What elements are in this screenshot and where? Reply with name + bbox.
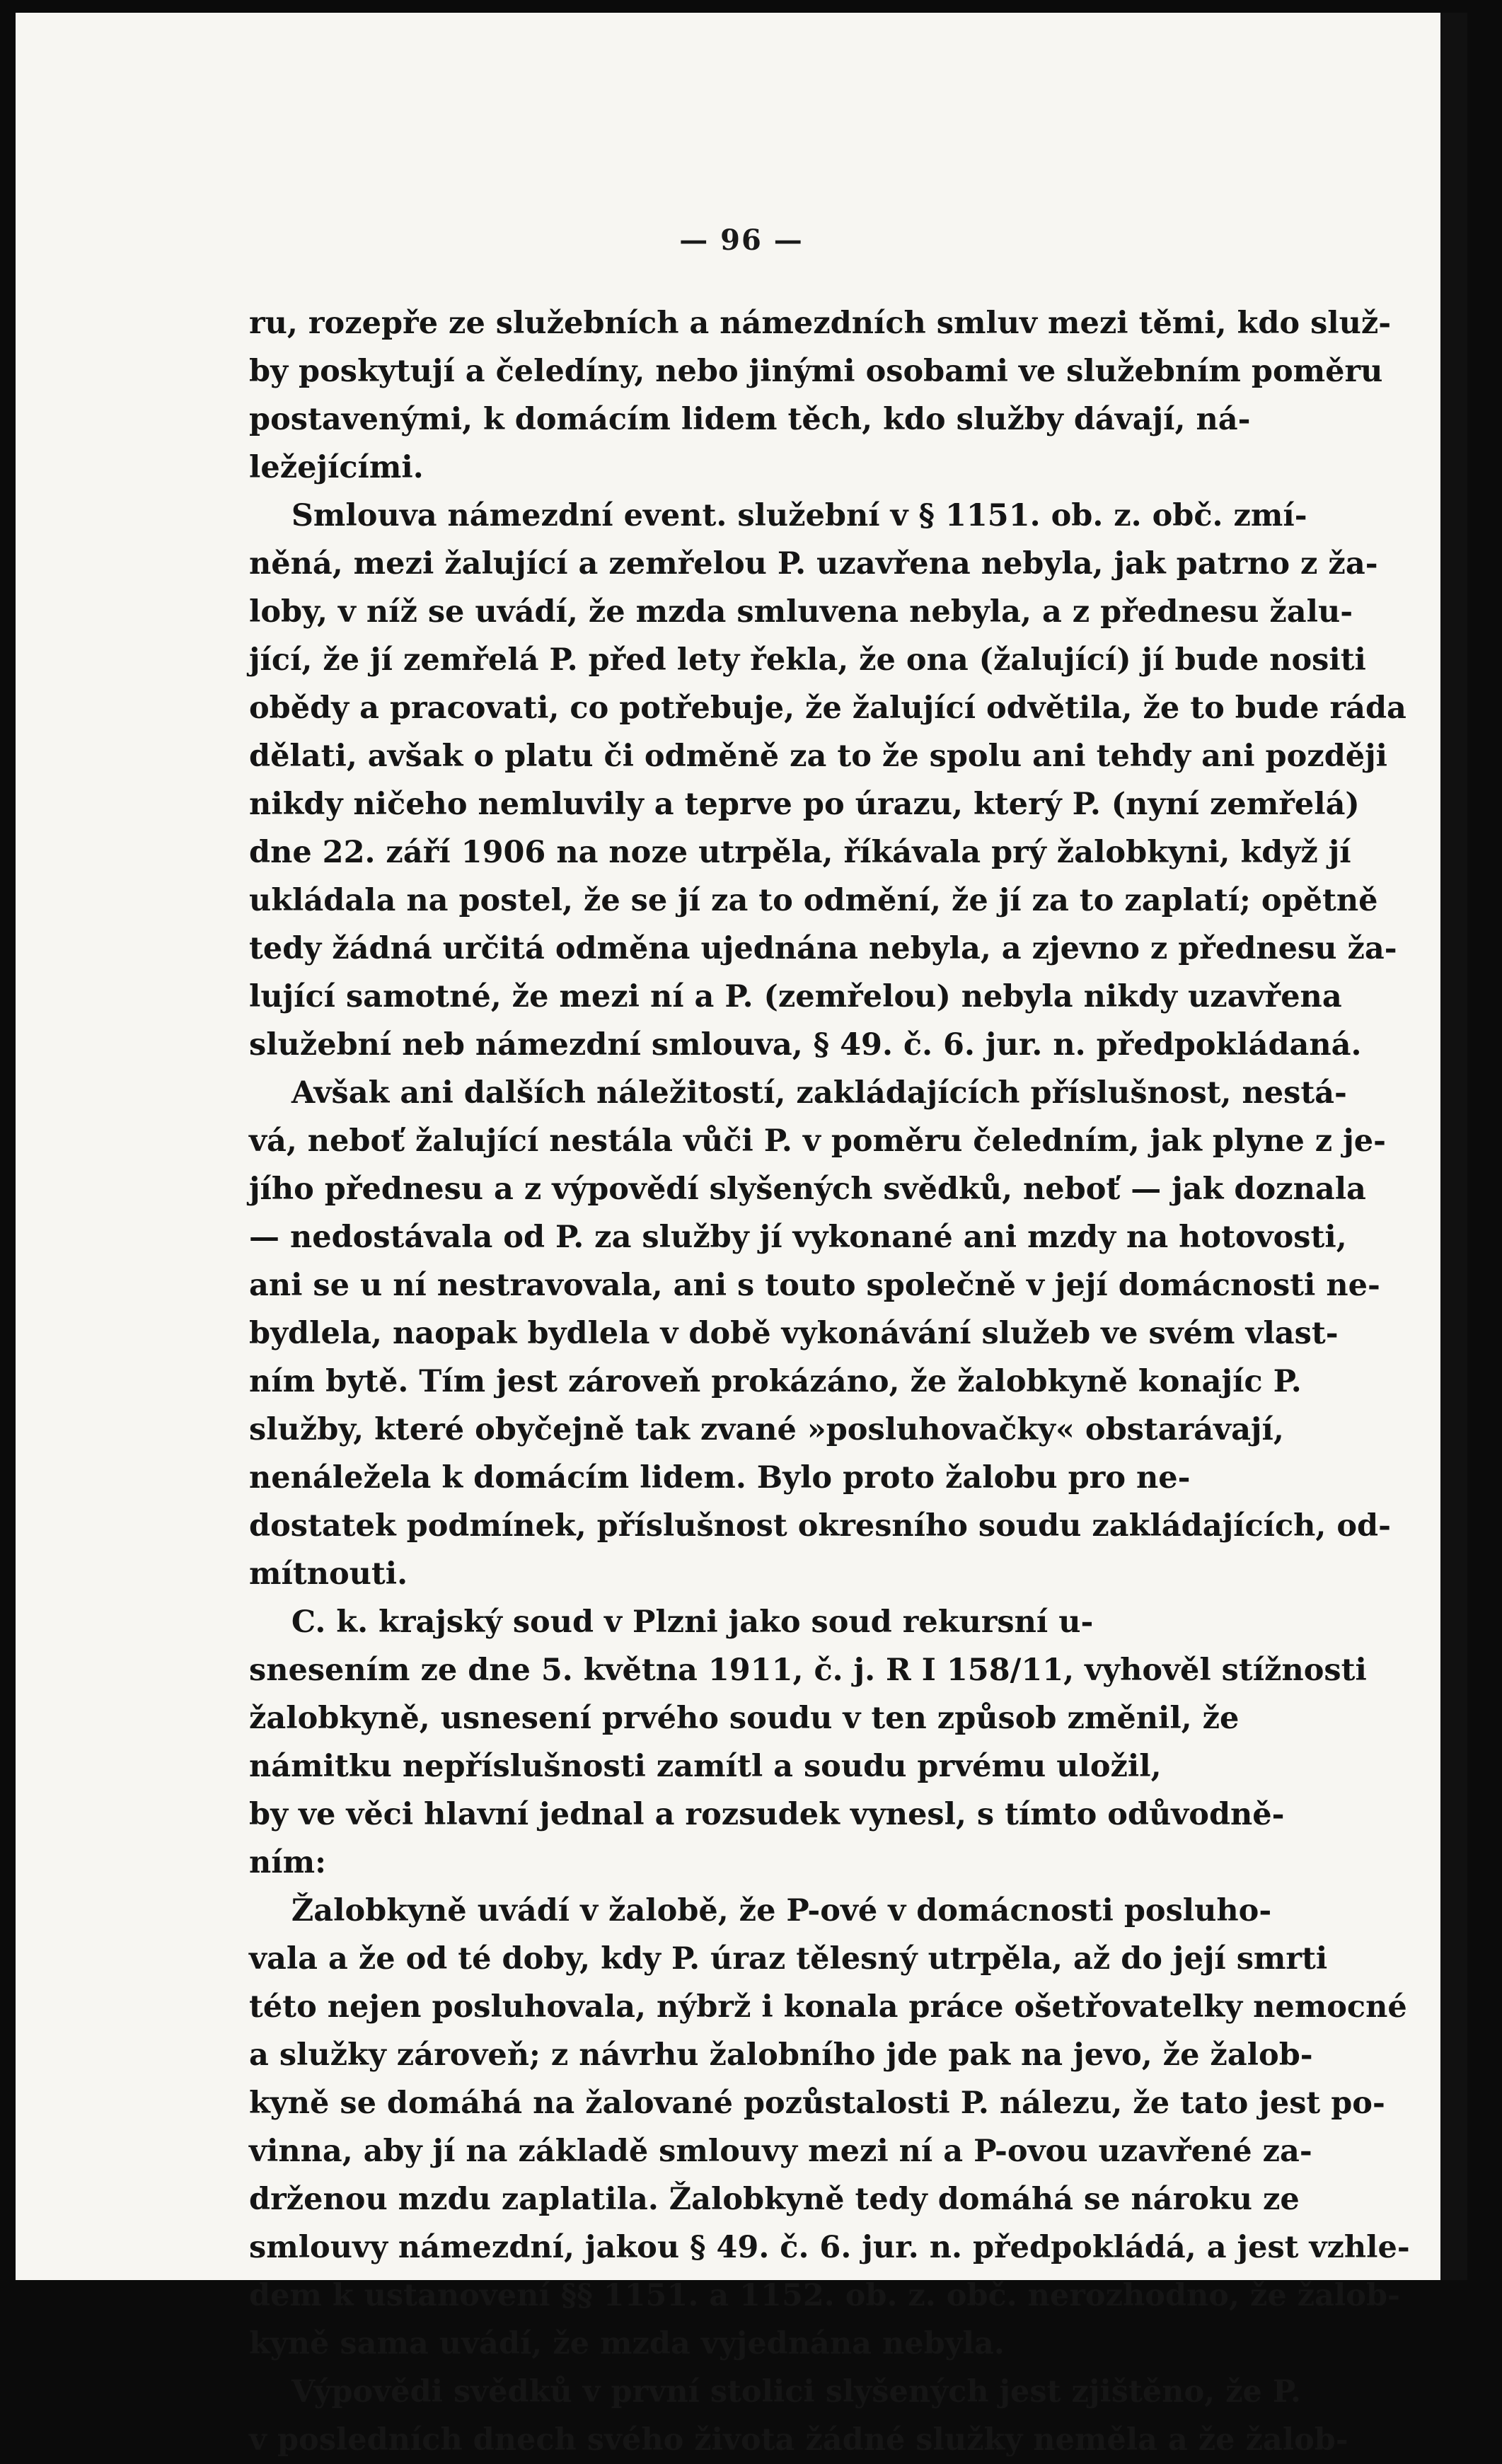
text-line: by ve věci hlavní jednal a rozsudek vynesl, s tímto odůvodně- [249, 1797, 1285, 1832]
text-line: Žalobkyně uvádí v žalobě, že P-ové v domácnosti posluho- [249, 1893, 1272, 1928]
text-line: ru, rozepře ze služebních a námezdních smluv mezi těmi, kdo služ- [249, 306, 1392, 341]
text-line: Výpovědi svědků v první stolici slyšených jest zjištěno, že P. [249, 2374, 1302, 2410]
text-line: ležejícími. [249, 450, 424, 485]
text-line: postavenými, k domácím lidem těch, kdo služby dávají, ná- [249, 402, 1251, 437]
text-line: nenáležela k domácím lidem. Bylo proto žalobu pro ne- [249, 1460, 1191, 1496]
text-line: tedy žádná určitá odměna ujednána nebyla, a zjevno z přednesu ža- [249, 931, 1397, 966]
text-line: ukládala na postel, že se jí za to odmění, že jí za to zaplatí; opětně [249, 883, 1378, 918]
text-line: ním: [249, 1845, 326, 1880]
text-line: C. k. krajský soud v Plzni jako soud rekursní u- [249, 1604, 1094, 1640]
text-line: této nejen posluhovala, nýbrž i konala práce ošetřovatelky nemocné [249, 1989, 1407, 2025]
text-line: služební neb námezdní smlouva, § 49. č. 6. jur. n. předpokládaná. [249, 1027, 1362, 1063]
text-line: — nedostávala od P. za služby jí vykonané ani mzdy na hotovosti, [249, 1220, 1347, 1255]
text-line: jící, že jí zemřelá P. před lety řekla, že ona (žalující) jí bude nositi [249, 642, 1366, 678]
text-line: dělati, avšak o platu či odměně za to že spolu ani tehdy ani později [249, 739, 1388, 774]
text-line: lující samotné, že mezi ní a P. (zemřelou) nebyla nikdy uzavřena [249, 979, 1342, 1014]
page-edge-shadow [1440, 13, 1467, 2280]
text-line: by poskytují a čeledíny, nebo jinými osobami ve služebním poměru [249, 354, 1383, 389]
page-number: — 96 — [679, 224, 804, 257]
body-text [249, 299, 1410, 2464]
text-line: námitku nepříslušnosti zamítl a soudu prvému uložil, [249, 1749, 1162, 1784]
book-page [16, 13, 1467, 2458]
text-line: bydlela, naopak bydlela v době vykonávání služeb ve svém vlast- [249, 1316, 1339, 1351]
text-line: a služky zároveň; z návrhu žalobního jde pak na jevo, že žalob- [249, 2037, 1313, 2073]
text-line: dem k ustanovení §§ 1151. a 1152. ob. z. obč. nerozhodno, že žalob- [249, 2278, 1400, 2313]
text-line: dne 22. září 1906 na noze utrpěla, říkávala prý žalobkyni, když jí [249, 835, 1351, 870]
text-line: vá, neboť žalující nestála vůči P. v poměru čeledním, jak plyne z je- [249, 1123, 1386, 1159]
text-line: vala a že od té doby, kdy P. úraz tělesný utrpěla, až do její smrti [249, 1941, 1328, 1977]
text-line: ani se u ní nestravovala, ani s touto společně v její domácnosti ne- [249, 1268, 1380, 1303]
text-line: v posledních dnech svého života žádné služky neměla a že žalob- [249, 2422, 1348, 2458]
text-line: drženou mzdu zaplatila. Žalobkyně tedy domáhá se nároku ze [249, 2182, 1300, 2217]
text-line: služby, které obyčejně tak zvané »posluhovačky« obstarávají, [249, 1412, 1284, 1447]
text-line: vinna, aby jí na základě smlouvy mezi ní a P-ovou uzavřené za- [249, 2134, 1312, 2169]
text-line: smlouvy námezdní, jakou § 49. č. 6. jur. n. předpokládá, a jest vzhle- [249, 2230, 1410, 2265]
text-line: žalobkyně, usnesení prvého soudu v ten způsob změnil, že [249, 1701, 1240, 1736]
text-line: dostatek podmínek, příslušnost okresního soudu zakládajících, od- [249, 1508, 1391, 1544]
text-line: kyně sama uvádí, že mzda vyjednána nebyla. [249, 2326, 1005, 2361]
text-line: mítnouti. [249, 1556, 408, 1592]
text-line: ním bytě. Tím jest zároveň prokázáno, že žalobkyně konajíc P. [249, 1364, 1302, 1399]
text-line: Smlouva námezdní event. služební v § 1151. ob. z. obč. zmí- [249, 498, 1307, 533]
text-line: obědy a pracovati, co potřebuje, že žalující odvětila, že to bude ráda [249, 690, 1406, 726]
text-line: jího přednesu a z výpovědí slyšených svědků, neboť — jak doznala [249, 1172, 1366, 1207]
text-line: Avšak ani dalších náležitostí, zakládajících příslušnost, nestá- [249, 1075, 1347, 1111]
text-line: snesením ze dne 5. května 1911, č. j. R I 158/11, vyhověl stížnosti [249, 1653, 1367, 1688]
text-line: loby, v níž se uvádí, že mzda smluvena nebyla, a z přednesu žalu- [249, 594, 1353, 630]
text-line: kyně se domáhá na žalované pozůstalosti P. nálezu, že tato jest po- [249, 2086, 1385, 2121]
text-line: něná, mezi žalující a zemřelou P. uzavřena nebyla, jak patrno z ža- [249, 546, 1378, 582]
text-line: nikdy ničeho nemluvily a teprve po úrazu, který P. (nyní zemřelá) [249, 787, 1360, 822]
